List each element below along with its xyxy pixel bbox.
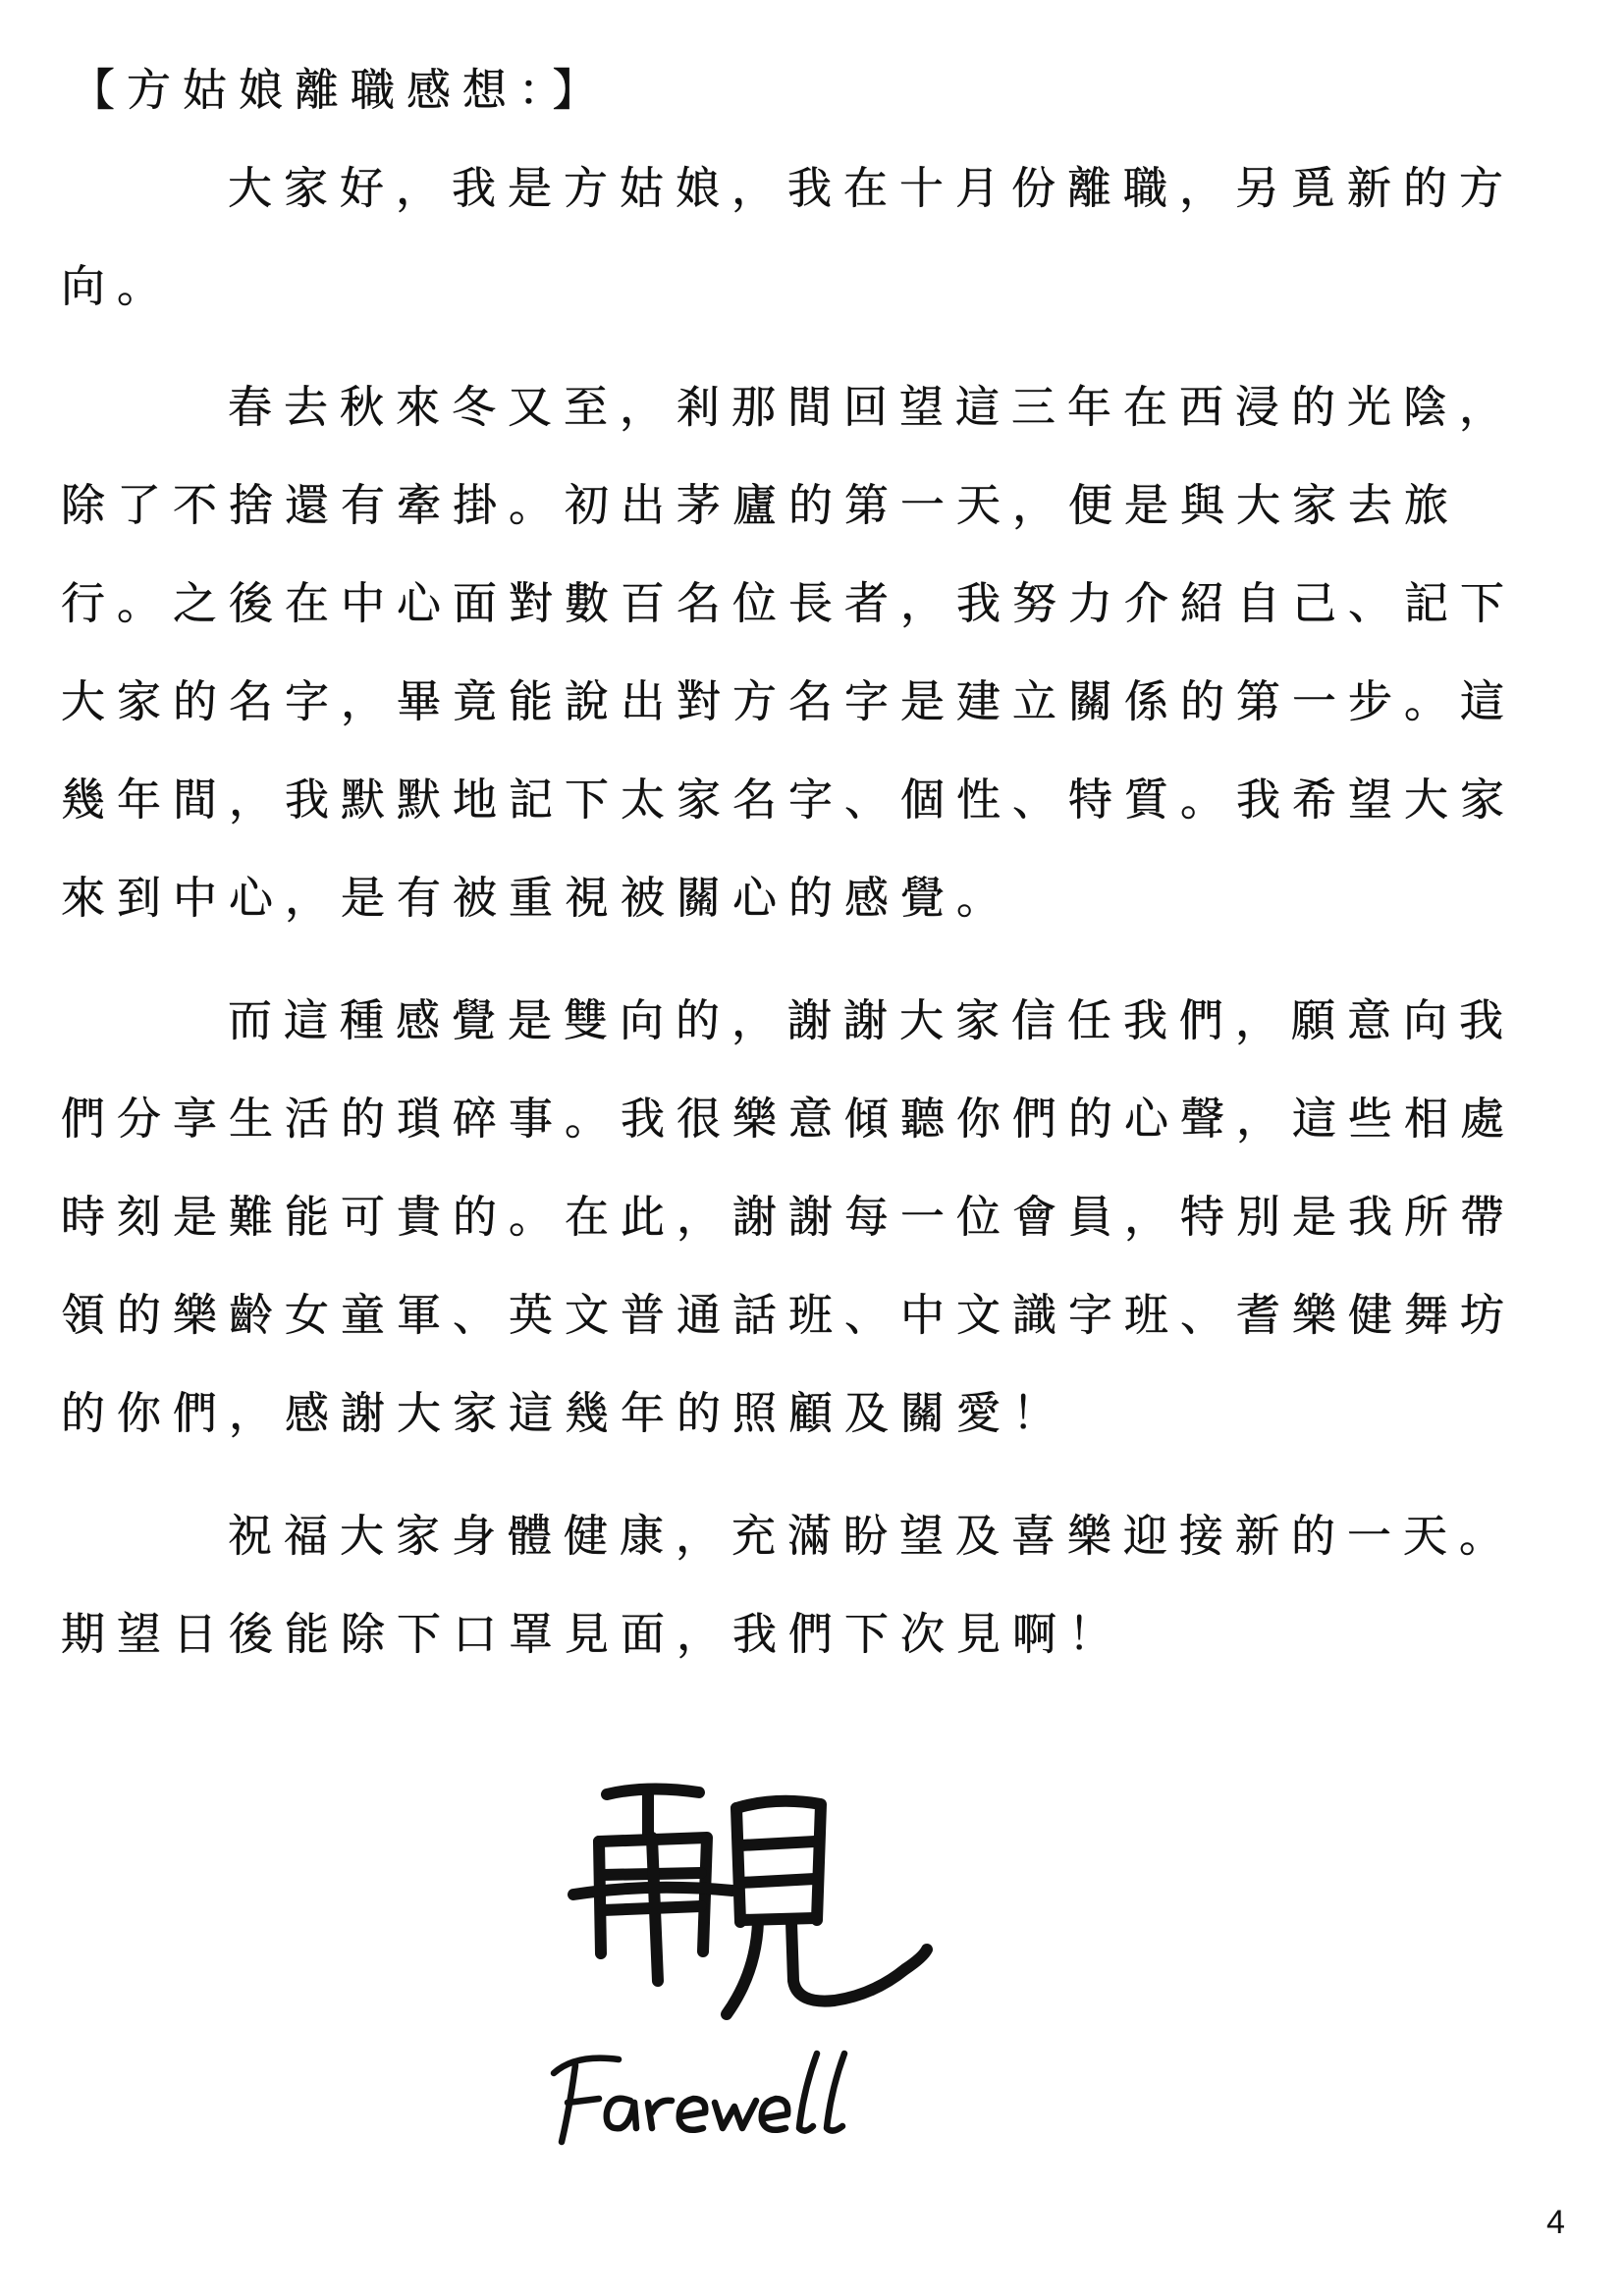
paragraph-3-line-2: 們分享生活的瑣碎事。我很樂意傾聽你們的心聲，這些相處: [61, 1093, 1517, 1145]
paragraph-2-line-2: 除了不捨還有牽掛。初出茅廬的第一天，便是與大家去旅: [61, 479, 1461, 531]
paragraph-1-line-1: 大家好，我是方姑娘，我在十月份離職，另覓新的方: [228, 162, 1516, 214]
paragraph-3-line-3: 時刻是難能可貴的。在此，謝謝每一位會員，特別是我所帶: [61, 1191, 1517, 1243]
paragraph-2-line-3: 行。之後在中心面對數百名位長者，我努力介紹自己、記下: [61, 577, 1517, 629]
signature-chinese-jian: [727, 1801, 927, 2014]
paragraph-2-line-6: 來到中心，是有被重視被關心的感覺。: [61, 872, 1013, 924]
letter-heading: 【方姑娘離職感想：】: [71, 64, 609, 116]
page-number: 4: [1546, 2204, 1565, 2241]
paragraph-4-line-1: 祝福大家身體健康，充滿盼望及喜樂迎接新的一天。: [228, 1510, 1516, 1562]
signature-english-farewell: [554, 2054, 844, 2142]
paragraph-1-line-2: 向。: [61, 260, 174, 312]
paragraph-3-line-5: 的你們，感謝大家這幾年的照顧及關愛！: [61, 1387, 1069, 1439]
paragraph-4-line-2: 期望日後能除下口罩見面，我們下次見啊！: [61, 1608, 1125, 1660]
paragraph-2-line-5: 幾年間，我默默地記下太家名字、個性、特質。我希望大家: [61, 774, 1517, 826]
paragraph-2-line-1: 春去秋來冬又至，剎那間回望這三年在西浸的光陰，: [228, 381, 1516, 433]
paragraph-3-line-4: 領的樂齡女童軍、英文普通話班、中文識字班、耆樂健舞坊: [61, 1289, 1517, 1341]
farewell-signature: [550, 1747, 1021, 2160]
paragraph-3-line-1: 而這種感覺是雙向的，謝謝大家信任我們，願意向我: [228, 994, 1516, 1046]
paragraph-2-line-4: 大家的名字，畢竟能說出對方名字是建立關係的第一步。這: [61, 675, 1517, 727]
signature-chinese-zai: [573, 1789, 732, 1981]
